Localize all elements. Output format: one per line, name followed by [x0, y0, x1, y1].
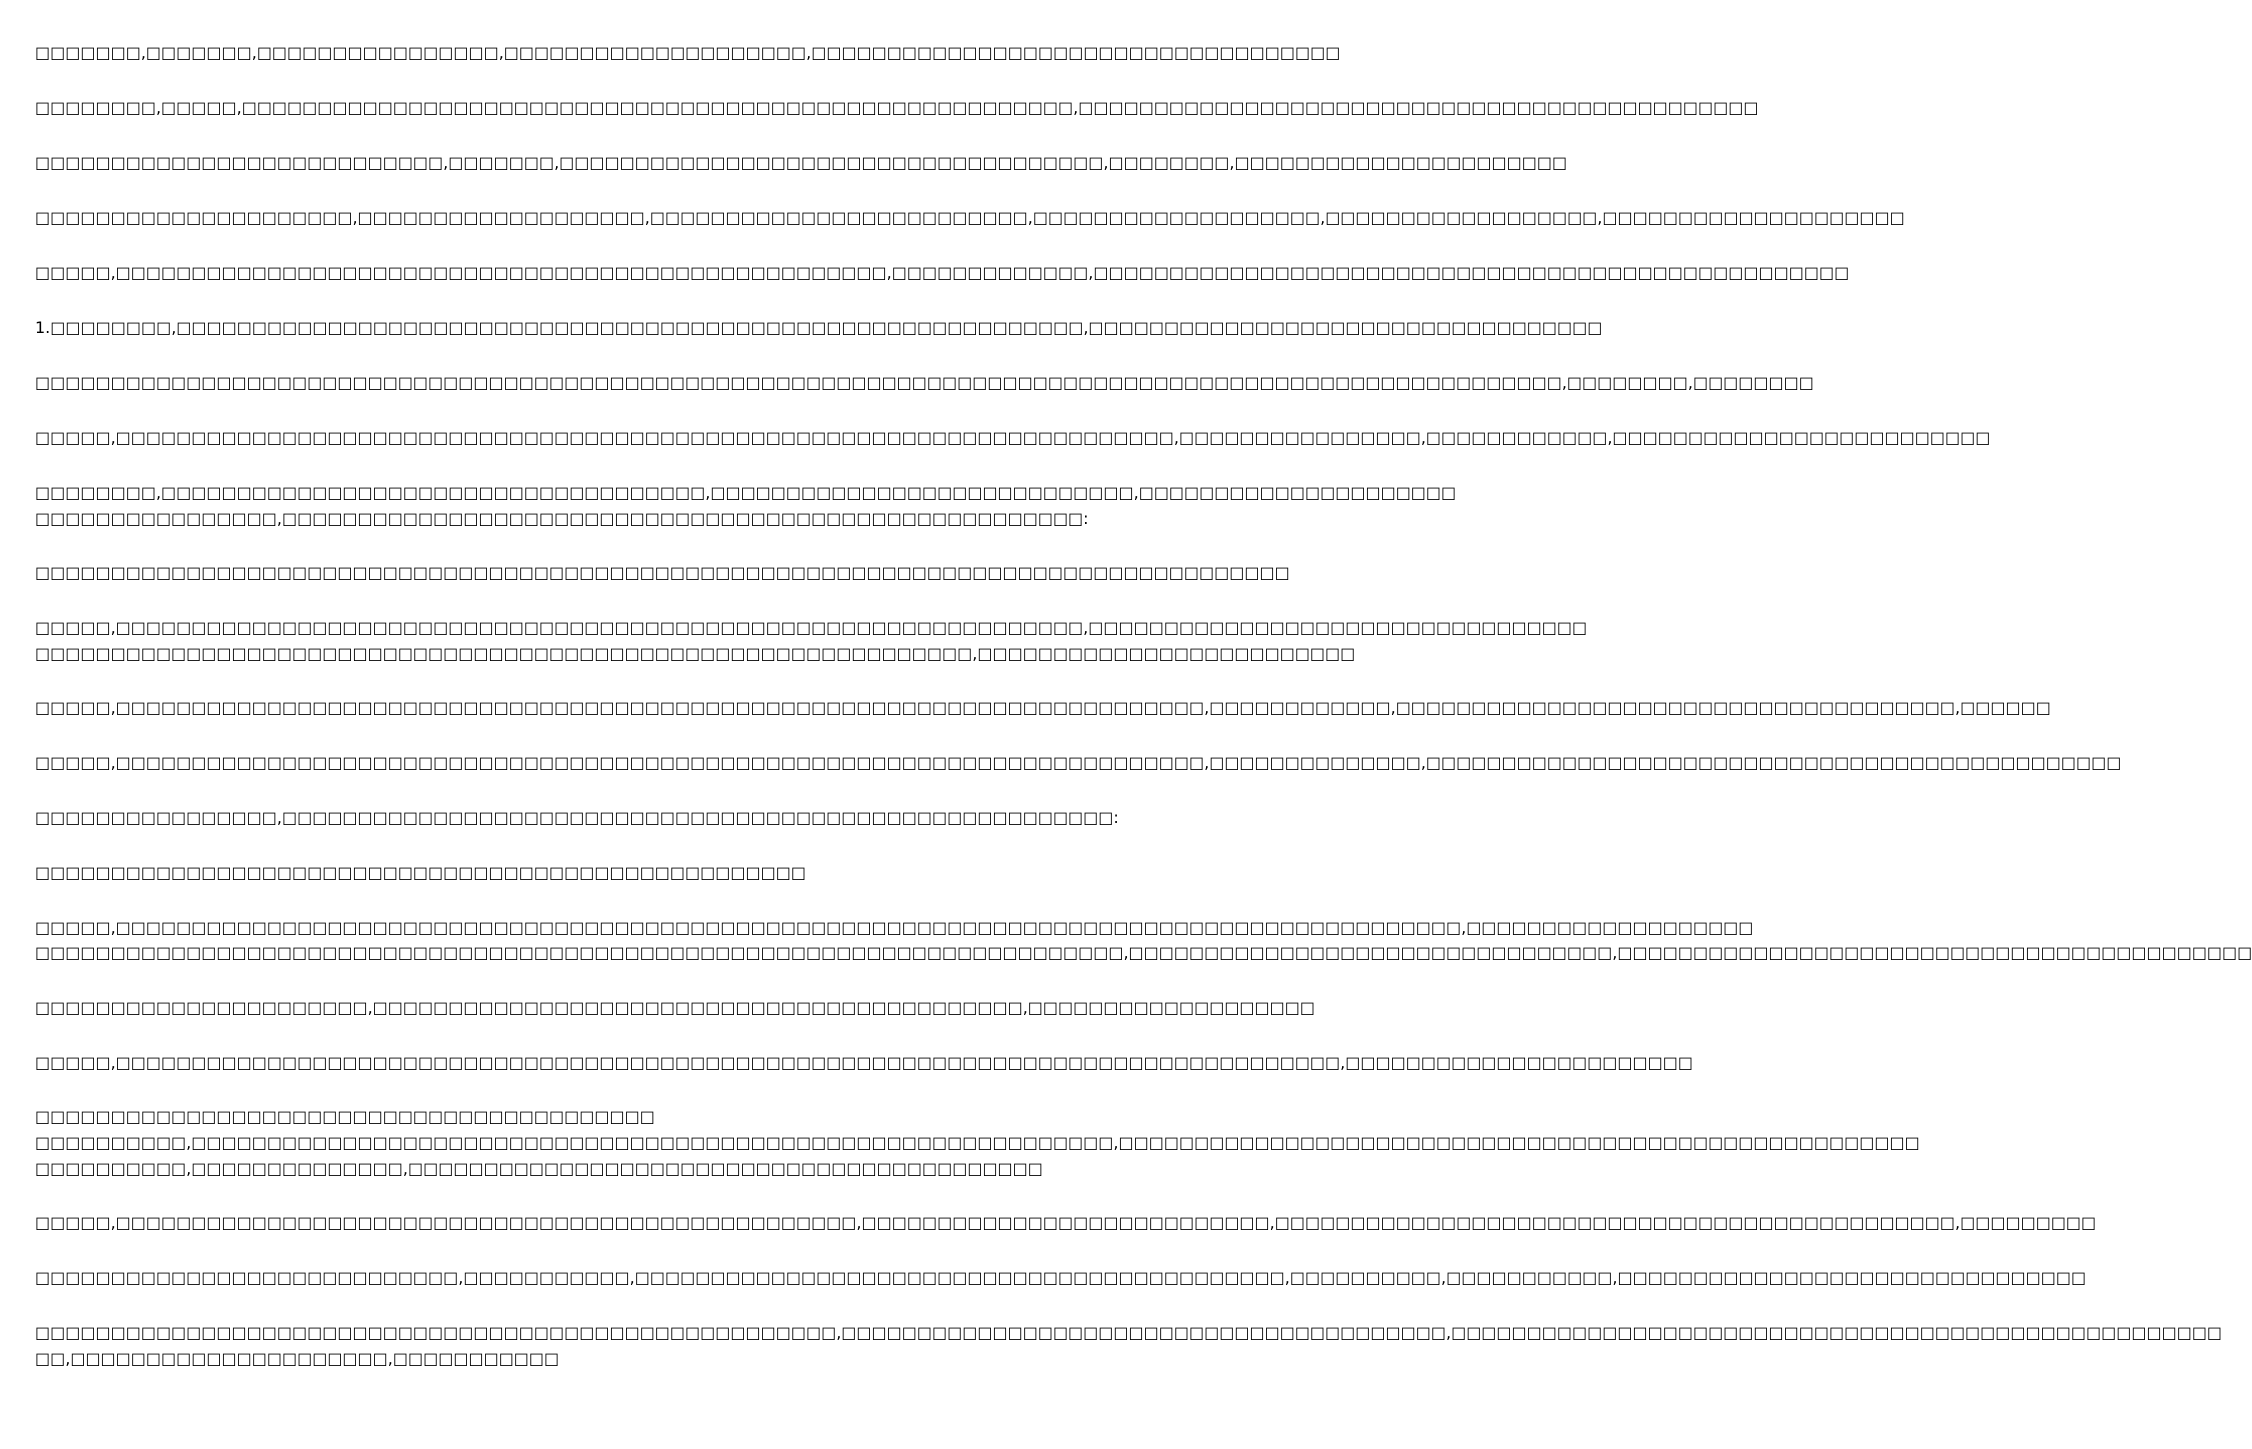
text-line: □□□□□□□□□□□□□□□□,□□□□□□□□□□□□□□□□□□□□□□□□□□□□□□□□□□□□□□□□□□□□□□□□□□□□□□□:: [35, 808, 1119, 827]
text-line: □□□□□□□□□□□□□□□□□□□□□,□□□□□□□□□□□□□□□□□□□,□□□□□□□□□□□□□□□□□□□□□□□□□,□□□□□□□□□□□□□□□□□□□,□□□□□□□□□□□□□□□□□□,□□□□□□□□□□□□□□□□□□□□: [35, 208, 1905, 227]
text-line: □□□□□□□□□□,□□□□□□□□□□□□□□□□□□□□□□□□□□□□□□□□□□□□□□□□□□□□□□□□□□□□□□□□□□□□□,□□□□□□□□□□□□□□□□□□□□□□□□□□□□□□□□□□□□□□□□□□□□□□□□□□□□□: [35, 1133, 1920, 1152]
text-line: □□□□□□□□□□□□□□□□□□□□□□,□□□□□□□□□□□□□□□□□□□□□□□□□□□□□□□□□□□□□□□□□□□,□□□□□□□□□□□□□□□□□□□: [35, 998, 1316, 1017]
text-line: □□□□□,□□□□□□□□□□□□□□□□□□□□□□□□□□□□□□□□□□□□□□□□□□□□□□□□□□□□□□□□□□□□□□□□□□□□□□□□,□□□□□□□□□□□□□□,□□□□□□□□□□□□□□□□□□□□□□□□□□□□□□□□□□□□□□□□□□□□□□: [35, 753, 2122, 772]
text-line: □□□□□,□□□□□□□□□□□□□□□□□□□□□□□□□□□□□□□□□□□□□□□□□□□□□□□□□□□□□□□□□□□□□□□□□□□□□□□□□□□□□□□□□□□□□□□□□,□□□□□□□□□□□□□□□□□□□: [35, 918, 1754, 937]
text-line: □□□□□□□,□□□□□□□,□□□□□□□□□□□□□□□□,□□□□□□□□□□□□□□□□□□□□,□□□□□□□□□□□□□□□□□□□□□□□□□□□□□□□□□□□: [35, 43, 1341, 62]
document-page: [35, 0, 2252, 1449]
text-line: □□□□□□□□□□□□□□□□□□□□□□□□□□□□,□□□□□□□□□□□,□□□□□□□□□□□□□□□□□□□□□□□□□□□□□□□□□□□□□□□□□□□,□□□□□□□□□□,□□□□□□□□□□□,□□□□□□□□□□□□□□□□□□□□□□□□□□□□□□□: [35, 1268, 2087, 1287]
text-line: 1.□□□□□□□□,□□□□□□□□□□□□□□□□□□□□□□□□□□□□□□□□□□□□□□□□□□□□□□□□□□□□□□□□□□□□,□□□□□□□□□□□□□□□□□□□□□□□□□□□□□□□□□□: [35, 318, 1603, 337]
text-line: □□□□□,□□□□□□□□□□□□□□□□□□□□□□□□□□□□□□□□□□□□□□□□□□□□□□□□□□□□□□□□□□□□□□□□,□□□□□□□□□□□□□□□□□□□□□□□□□□□□□□□□□: [35, 618, 1588, 637]
text-line: □□□□□,□□□□□□□□□□□□□□□□□□□□□□□□□□□□□□□□□□□□□□□□□□□□□□□□□,□□□□□□□□□□□□□□□□□□□□□□□□□□□,□□□□□□□□□□□□□□□□□□□□□□□□□□□□□□□□□□□□□□□□□□□□□,□□□□□□□□□: [35, 1213, 2097, 1232]
text-line: □□□□□□□□□□□□□□□□,□□□□□□□□□□□□□□□□□□□□□□□□□□□□□□□□□□□□□□□□□□□□□□□□□□□□□:: [35, 509, 1089, 528]
text-line: □□□□□□□□□□□□□□□□□□□□□□□□□□□□□□□□□□□□□□□□□□□□□□□□□□□□□□□□□□□□□□□□□□□□□□□□,□□□□□□□□□□□□□□□□□□□□□□□□□□□□□□□□,□□□□□□□□□□□□□□□□□□□□□□□□□□□□□□□□□□□□□□□□□□: [35, 943, 2252, 962]
text-line: □□□□□,□□□□□□□□□□□□□□□□□□□□□□□□□□□□□□□□□□□□□□□□□□□□□□□□□□□□□□□□□□□□□□□□□□□□□□□□□□□□□□□□□,□□□□□□□□□□□□□□□□□□□□□□□: [35, 1053, 1693, 1072]
text-line: □□□□□□□□□□□□□□□□□□□□□□□□□□□□□□□□□□□□□□□□□□□□□□□□□□□: [35, 863, 806, 882]
text-line: □□□□□□□□□□□□□□□□□□□□□□□□□□□□□□□□□□□□□□□□□□□□□□□□□□□□□□□□□□□□□□□□□□□□□□□□□□□□□□□□□□□□□□□□□□□□□□□□□□□□□,□□□□□□□□,□□□□□□□□: [35, 373, 1814, 392]
text-line: □□,□□□□□□□□□□□□□□□□□□□□□,□□□□□□□□□□□: [35, 1349, 560, 1368]
text-line: □□□□□□□□,□□□□□□□□□□□□□□□□□□□□□□□□□□□□□□□□□□□□,□□□□□□□□□□□□□□□□□□□□□□□□□□□□,□□□□□□□□□□□□□□□□□□□□□: [35, 483, 1457, 502]
text-line: □□□□□□□□□□□□□□□□□□□□□□□□□□□□□□□□□□□□□□□□□: [35, 1107, 655, 1126]
text-line: □□□□□□□□□□,□□□□□□□□□□□□□□,□□□□□□□□□□□□□□□□□□□□□□□□□□□□□□□□□□□□□□□□□□: [35, 1159, 1043, 1178]
text-line: □□□□□,□□□□□□□□□□□□□□□□□□□□□□□□□□□□□□□□□□□□□□□□□□□□□□□□□□□,□□□□□□□□□□□□□,□□□□□□□□□□□□□□□□□□□□□□□□□□□□□□□□□□□□□□□□□□□□□□□□□□: [35, 263, 1850, 282]
text-line: □□□□□□□□□□□□□□□□□□□□□□□□□□□,□□□□□□□,□□□□□□□□□□□□□□□□□□□□□□□□□□□□□□□□□□□□,□□□□□□□□,□□□□□□□□□□□□□□□□□□□□□□: [35, 153, 1568, 172]
text-line: □□□□□□□□□□□□□□□□□□□□□□□□□□□□□□□□□□□□□□□□□□□□□□□□□□□□□,□□□□□□□□□□□□□□□□□□□□□□□□□□□□□□□□□□□□□□□□,□□□□□□□□□□□□□□□□□□□□□□□□□□□□□□□□□□□□□□□□□□□□□□□□□□□: [35, 1323, 2223, 1342]
text-line: □□□□□□□□□□□□□□□□□□□□□□□□□□□□□□□□□□□□□□□□□□□□□□□□□□□□□□□□□□□□□□,□□□□□□□□□□□□□□□□□□□□□□□□□: [35, 644, 1356, 663]
text-line: □□□□□,□□□□□□□□□□□□□□□□□□□□□□□□□□□□□□□□□□□□□□□□□□□□□□□□□□□□□□□□□□□□□□□□□□□□□□,□□□□□□□□□□□□□□□□,□□□□□□□□□□□□,□□□□□□□□□□□□□□□□□□□□□□□□□: [35, 428, 1991, 447]
text-line: □□□□□□□□,□□□□□,□□□□□□□□□□□□□□□□□□□□□□□□□□□□□□□□□□□□□□□□□□□□□□□□□□□□□□□,□□□□□□□□□□□□□□□□□□□□□□□□□□□□□□□□□□□□□□□□□□□□□: [35, 98, 1759, 117]
text-line: □□□□□□□□□□□□□□□□□□□□□□□□□□□□□□□□□□□□□□□□□□□□□□□□□□□□□□□□□□□□□□□□□□□□□□□□□□□□□□□□□□□: [35, 563, 1290, 582]
text-line: □□□□□,□□□□□□□□□□□□□□□□□□□□□□□□□□□□□□□□□□□□□□□□□□□□□□□□□□□□□□□□□□□□□□□□□□□□□□□□,□□□□□□□□□□□□,□□□□□□□□□□□□□□□□□□□□□□□□□□□□□□□□□□□□□,□□□□□□: [35, 698, 2051, 717]
